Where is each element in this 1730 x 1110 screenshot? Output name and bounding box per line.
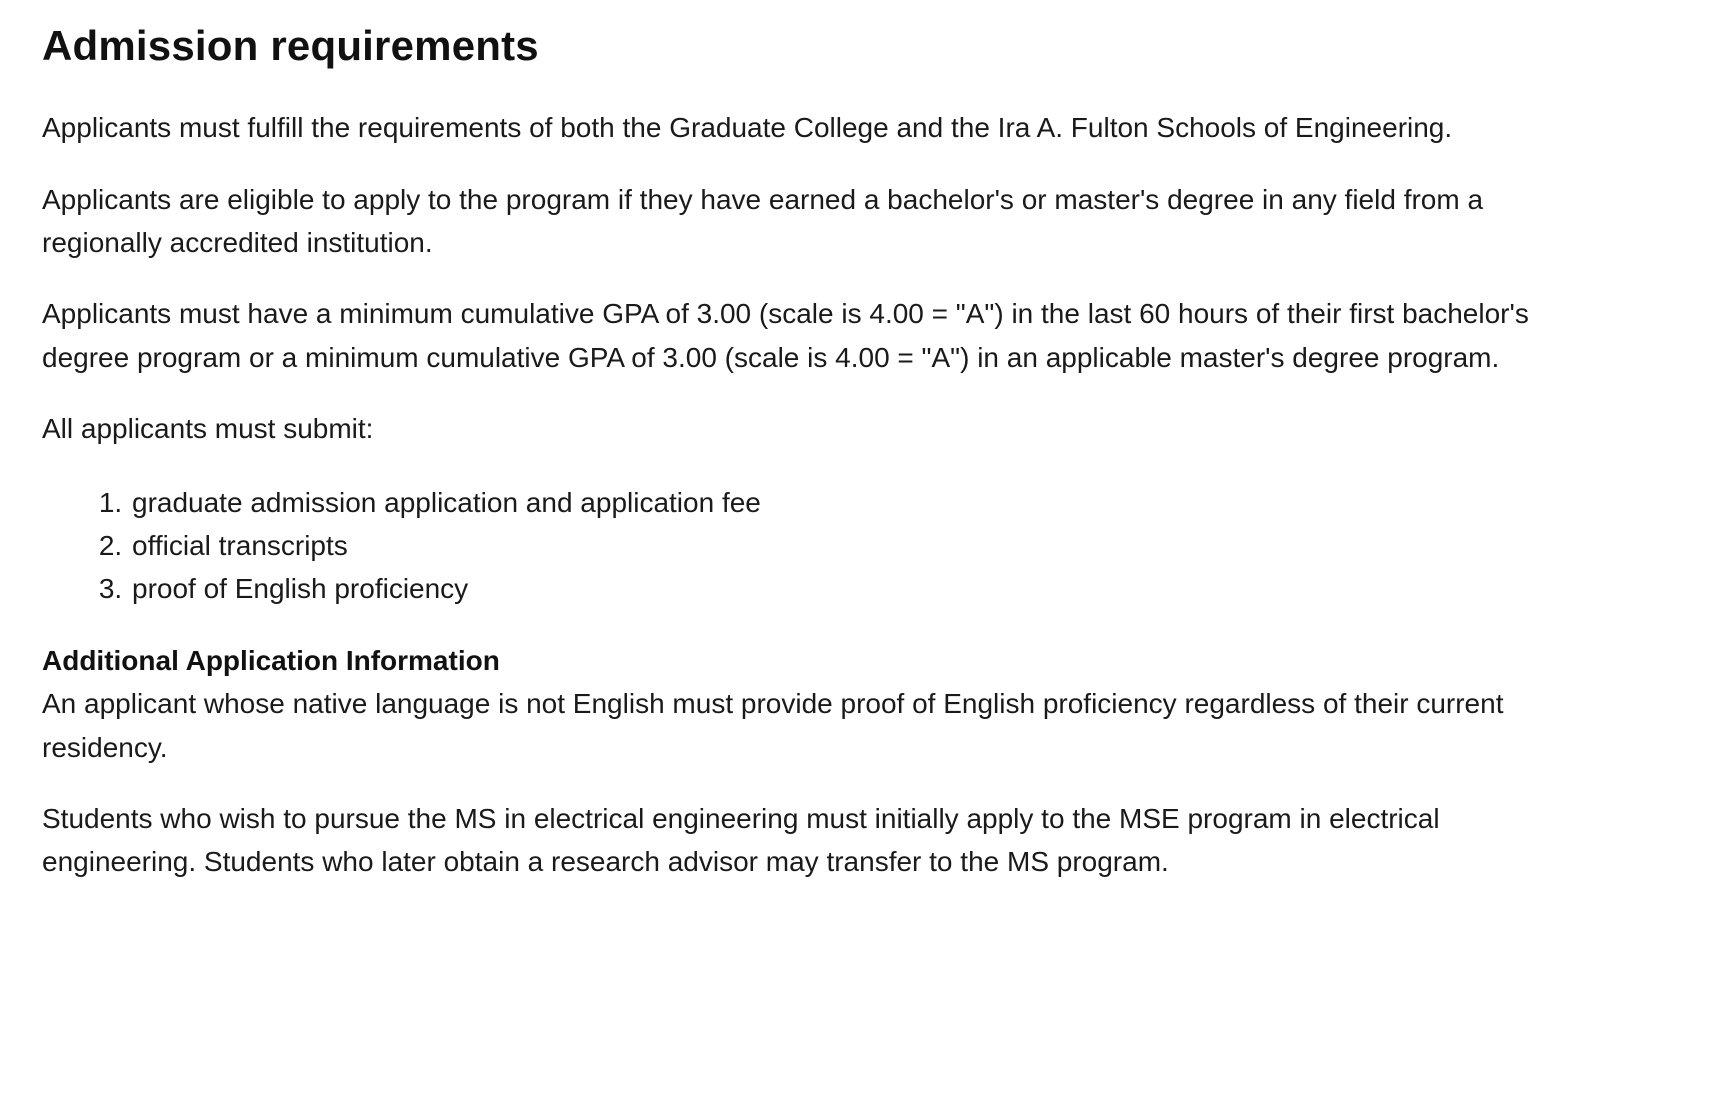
page-title: Admission requirements	[42, 22, 539, 69]
paragraph-gpa-requirement: Applicants must have a minimum cumulative GPA of 3.00 (scale is 4.00 = "A") in the last 60 hours of their first bachelor's degree program or a minimum cumulative GPA of 3.00 (scale is 4.00 = "A") in an applicable master's degree program.	[42, 298, 1529, 373]
paragraph-submit-intro: All applicants must submit:	[42, 413, 374, 445]
submission-requirements-list	[42, 481, 1600, 611]
paragraph-eligibility: Applicants are eligible to apply to the program if they have earned a bachelor's or master's degree in any field from a regionally accredited institution.	[42, 183, 1484, 259]
additional-info-body: An applicant whose native language is not English must provide proof of English proficiency regardless of their current residency.	[42, 688, 1504, 763]
list-item-english-proficiency: 3. proof of English proficiency	[130, 567, 1600, 610]
additional-info-heading: Additional Application Information	[42, 644, 500, 676]
paragraph-transfer-note: Students who wish to pursue the MS in electrical engineering must initially apply to the MSE program in electrical engineering. Students who later obtain a research advisor may transfer to the MS program.	[42, 802, 1440, 878]
paragraph-fulfill-requirements: Applicants must fulfill the requirements of both the Graduate College and the Ira A. Fulton Schools of Engineering.	[42, 112, 1453, 144]
list-item-application-fee: 1. graduate admission application and application fee	[130, 481, 1600, 524]
paragraph-additional-info	[42, 639, 1600, 769]
list-item-transcripts: 2. official transcripts	[130, 524, 1600, 567]
